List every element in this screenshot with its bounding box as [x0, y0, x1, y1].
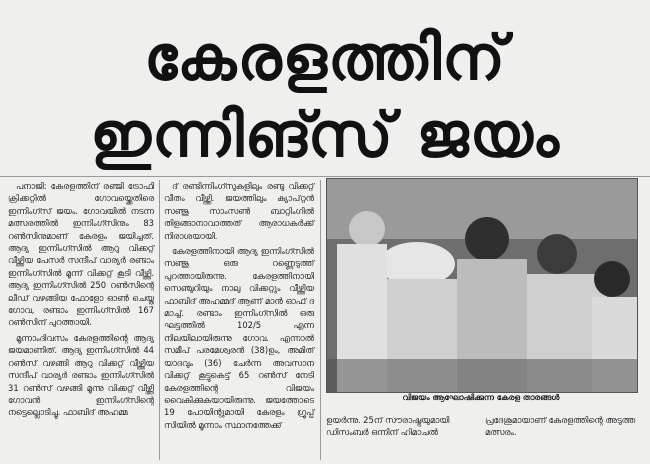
article-paragraph: ദ് രണ്ടിന്നിംഗ്സുകളിലും രണ്ടു വിക്കറ്റ് വീതം വീഴ്ത്തി. ജയത്തിലും ക്യാപ്റ്റൻ സഞ്ജു സാംസൺ ബാറ്റിംഗിൽ തിളങ്ങാനാവാത്തത് ആരാധകർക്ക് നിരാശയായി.	[164, 181, 314, 241]
column-divider	[159, 180, 160, 460]
article-paragraph: ഉയർന്നു. 25ന് സൗരാഷ്ട്രയുമായി ഡിസംബർ ഒന്നിന് ഹിമാചൽ	[326, 415, 450, 438]
article-paragraph: പനാജി: കേരളത്തിന് രഞ്ജി ട്രോഫി ക്രിക്കറ്റിൽ ഗോവയ്ക്കെതിരെ ഇന്നിംഗ്സ് ജയം. ഗോവയിൽ നടന്ന മത്സരത്തിൽ ഇന്നിംഗ്സിനും 83 റൺസിനുമാണ് കേരളം ജയിച്ചത്. ആദ്യ ഇന്നിംഗ്സിൽ ആറു വിക്കറ്റ് വീഴ്ത്തിയ പേസർ സന്ദീപ് വാര്യർ രണ്ടാം ഇന്നിംഗ്സിൽ മൂന്ന് വിക്കറ്റ് കൂടി വീഴ്ത്തി. ആദ്യ ഇന്നിംഗ്സിൽ 250 റൺസിന്റെ ലീഡ് വഴങ്ങിയ ഫോളോ ഓൺ ചെയ്ത ഗോവ, രണ്ടാം ഇന്നിംഗ്സിൽ 167 റൺസിന് പുറത്തായി.	[8, 181, 154, 328]
photo-caption: വിജയം ആഘോഷിക്കുന്ന കേരള താരങ്ങൾ	[402, 393, 560, 402]
article-column-2	[164, 180, 314, 434]
headline-divider	[0, 176, 650, 177]
headline-line-1: കേരളത്തിന്	[143, 21, 507, 94]
article-paragraph: മൂന്നാംദിവസം കേരളത്തിന്റെ ആദ്യ ജയമാണിത്. ആദ്യ ഇന്നിംഗ്സിൽ 44 റൺസ് വഴങ്ങി ആറു വിക്കറ്റ് വീഴ്ത്തിയ സന്ദീപ് വാര്യർ രണ്ടാം ഇന്നിംഗ്സിൽ 31 റൺസ് വഴങ്ങി മൂന്നു വിക്കറ്റ് വീഴ്ത്തി ഗോവൻ ഇന്നിംഗ്സിന്റെ നട്ടെല്ലൊടിച്ചു. ഫാബിദ് അഹമ്മ	[8, 332, 154, 418]
article-column-1	[8, 180, 154, 422]
photo-image	[327, 179, 637, 392]
team-celebration-photo	[326, 178, 638, 393]
article-column-3	[326, 414, 636, 439]
headline-line-2: ഇന്നിങ്സ് ജയം	[90, 98, 560, 171]
article-paragraph: പ്രദേശുമായാണ് കേരളത്തിന്റെ അടുത്ത മത്സരം.	[485, 415, 636, 438]
column-divider	[320, 180, 321, 460]
article-paragraph: കേരളത്തിനായി ആദ്യ ഇന്നിംഗ്സിൽ സഞ്ജു ഒരു റണ്ണെടുത്ത് പുറത്തായിരുന്നു. കേരളത്തിനായി സെഞ്ചുറിയും നാലു വിക്കറ്റും വീഴ്ത്തിയ ഫാബിദ് അഹമ്മദ് ആണ് മാൻ ഓഫ് ദ മാച്ച്. രണ്ടാം ഇന്നിംഗ്സിൽ ഒരു ഘട്ടത്തിൽ 102/5 എന്ന നിലയിലായിരുന്നു ഗോവ. എന്നാൽ സമീപ് പരമേശ്വരൻ (38)ഉം, അമിത് യാദവും (36) ചേർന്ന അവസാന വിക്കറ്റ് കൂട്ടുകെട്ട് 65 റൺസ് നേടി കേരളത്തിന്റെ വിജയം വൈകിക്കുകയായിരുന്നു. ജയത്തോടെ 19 പോയിന്റുമായി കേരളം ഗ്രൂപ്പ് സിയിൽ മൂന്നാം സ്ഥാനത്തേക്ക്	[164, 246, 314, 430]
